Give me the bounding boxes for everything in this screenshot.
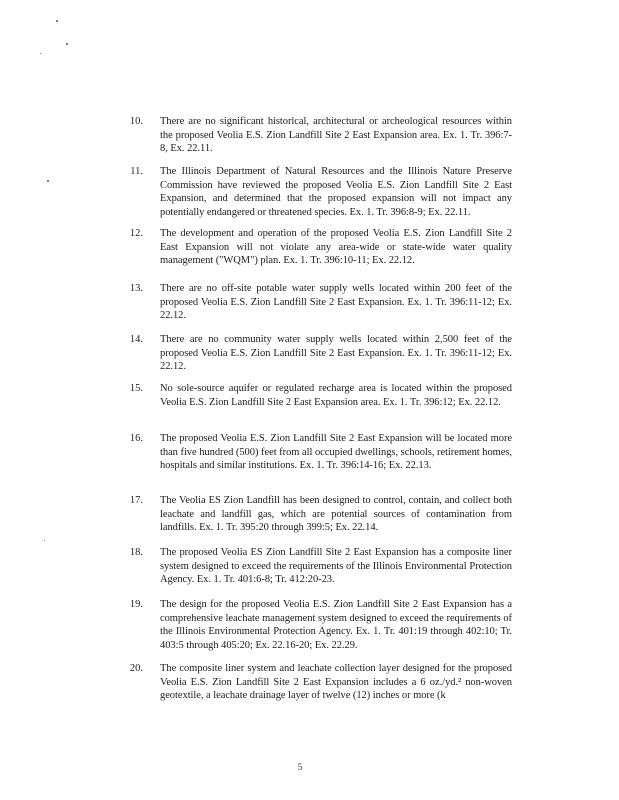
page-number: 5: [297, 763, 303, 773]
finding-number: 14.: [129, 334, 143, 345]
finding-text: No sole-source aquifer or regulated recharge area is located within the proposed Veolia E.S. Zion Landfill Site 2 East Expansion area. Ex. 1. Tr. 396:12; Ex. 22.12.: [160, 383, 512, 408]
finding-text: The Illinois Department of Natural Resources and the Illinois Nature Preserve Commission have reviewed the proposed Veolia E.S. Zion Landfill Site 2 East Expansion, and determined that the proposed expansion will not impact any potentially endangered or threatened species. Ex. 1. Tr. 396:8-9; Ex. 22.11.: [160, 166, 512, 218]
finding-text: There are no significant historical, architectural or archeological resources within the proposed Veolia E.S. Zion Landfill Site 2 East Expansion area. Ex. 1. Tr. 396:7-8, Ex. 22.11.: [160, 116, 512, 154]
finding-text: The proposed Veolia ES Zion Landfill Site 2 East Expansion has a composite liner system designed to exceed the requirements of the Illinois Environmental Protection Agency. Ex. 1. Tr. 401:6-8; Tr. 412:20-23.: [160, 547, 512, 585]
finding-number: 16.: [129, 433, 143, 444]
finding-text: The design for the proposed Veolia E.S. Zion Landfill Site 2 East Expansion has a comprehensive leachate management system designed to exceed the requirements of the Illinois Environmental Protection Agency. Ex. 1. Tr. 401:19 through 402:10; Tr. 403:5 through 405:20; Ex. 22.16-20; Ex. 22.29.: [160, 599, 512, 651]
scan-speck: [44, 540, 45, 541]
finding-number: 10.: [129, 116, 143, 127]
finding-text: There are no off-site potable water supply wells located within 200 feet of the proposed Veolia E.S. Zion Landfill Site 2 East Expansion. Ex. 1. Tr. 396:11-12; Ex. 22.12.: [160, 283, 512, 321]
scan-speck: [56, 20, 58, 22]
finding-number: 19.: [129, 599, 143, 610]
scan-speck: [47, 180, 49, 182]
scan-speck: [66, 43, 68, 45]
finding-number: 20.: [129, 663, 143, 674]
finding-text: The development and operation of the proposed Veolia E.S. Zion Landfill Site 2 East Expansion will not violate any area-wide or state-wide water quality management ("WQM") plan. Ex. 1. Tr. 396:10-11; Ex. 22.12.: [160, 228, 512, 266]
finding-number: 18.: [129, 547, 143, 558]
scan-speck: [40, 53, 41, 54]
finding-number: 15.: [129, 383, 143, 394]
finding-text: The composite liner system and leachate collection layer designed for the proposed Veolia E.S. Zion Landfill Site 2 East Expansion includes a 6 oz./yd.² non-woven geotextile, a leachate drainage layer of twelve (12) inches or more (k: [160, 663, 512, 701]
finding-number: 11.: [130, 166, 143, 177]
finding-text: The Veolia ES Zion Landfill has been designed to control, contain, and collect both leachate and landfill gas, which are potential sources of contamination from landfills. Ex. 1. Tr. 395:20 through 399:5; Ex. 22.14.: [160, 495, 512, 533]
finding-number: 12.: [129, 228, 143, 239]
finding-text: The proposed Veolia E.S. Zion Landfill Site 2 East Expansion will be located more than five hundred (500) feet from all occupied dwellings, schools, retirement homes, hospitals and similar institutions. Ex. 1. Tr. 396:14-16; Ex. 22.13.: [160, 433, 512, 471]
finding-number: 13.: [129, 283, 143, 294]
finding-text: There are no community water supply wells located within 2,500 feet of the proposed Veolia E.S. Zion Landfill Site 2 East Expansion. Ex. 1. Tr. 396:11-12; Ex. 22.12.: [160, 334, 512, 372]
finding-number: 17.: [129, 495, 143, 506]
